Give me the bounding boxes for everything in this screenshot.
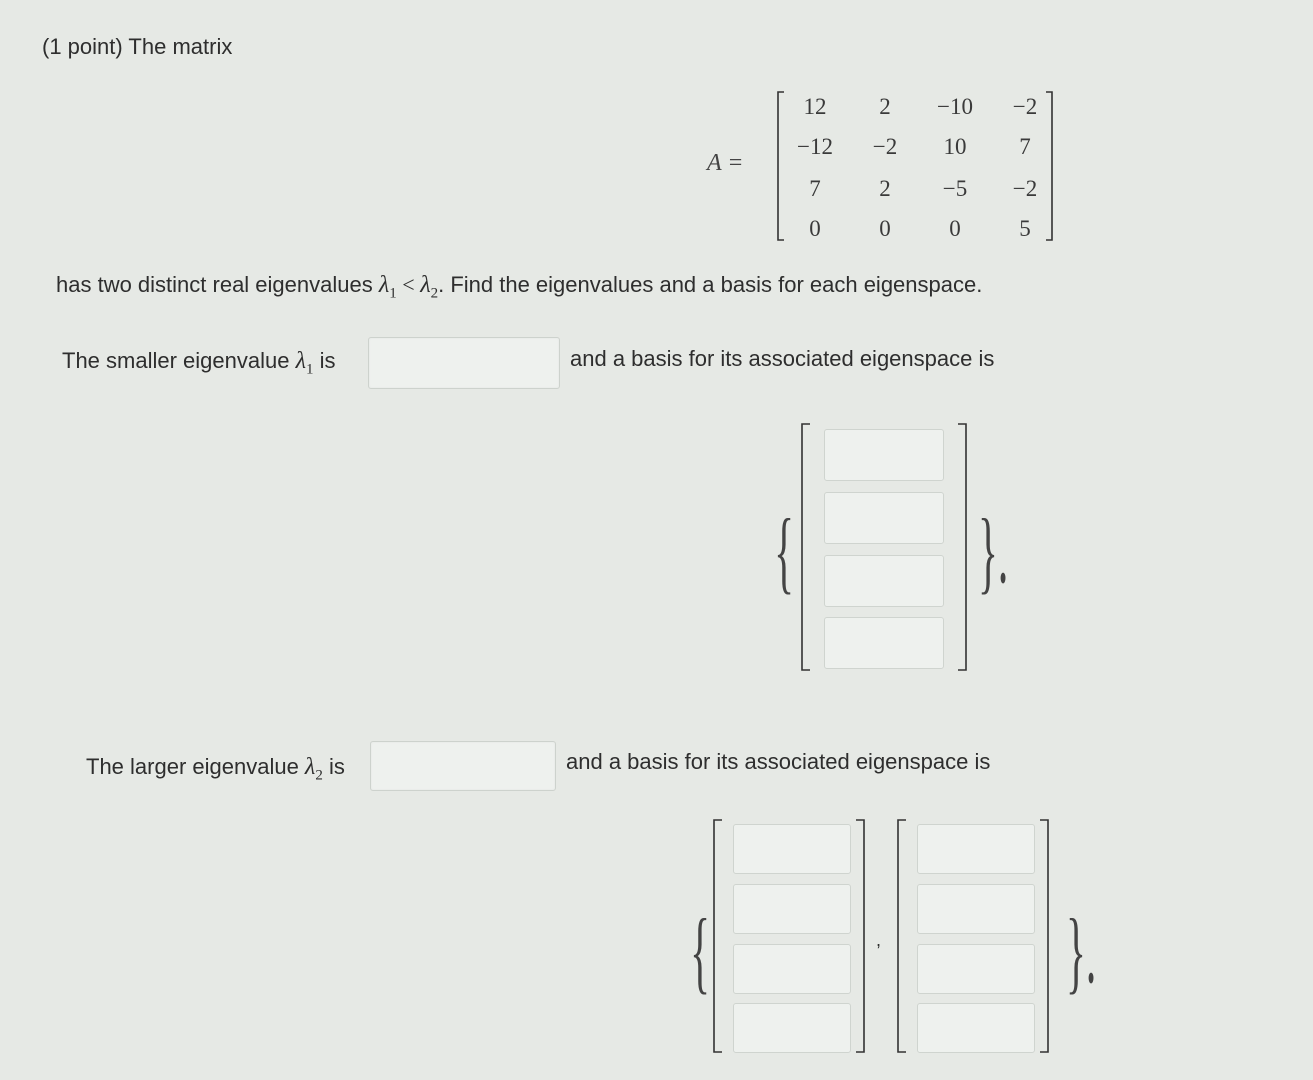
left-brace-2: {	[690, 900, 711, 1002]
matrix-label: A =	[707, 150, 744, 176]
matrix-cell: −5	[942, 176, 968, 201]
matrix-a	[770, 90, 1060, 242]
basis2b-component-3[interactable]	[917, 944, 1035, 994]
basis1-component-4[interactable]	[824, 617, 944, 669]
matrix-cell: −12	[797, 134, 833, 159]
basis1-component-1[interactable]	[824, 429, 944, 481]
label-suffix: is	[313, 348, 336, 373]
statement-part1: has two distinct real eigenvalues	[56, 272, 379, 297]
right-brace-2: }.	[1066, 900, 1097, 1002]
basis2a-component-3[interactable]	[733, 944, 851, 994]
matrix-cell: 5	[1019, 216, 1031, 241]
matrix-cell: 12	[803, 94, 827, 119]
matrix-cell: 0	[949, 216, 961, 241]
matrix-cell: 0	[879, 216, 891, 241]
lambda2-subscript: 2	[430, 285, 439, 302]
label-prefix: The larger eigenvalue	[86, 754, 305, 779]
basis2b-component-2[interactable]	[917, 884, 1035, 934]
basis2b-component-1[interactable]	[917, 824, 1035, 874]
smaller-eigenvalue-input[interactable]	[368, 337, 560, 389]
basis1-component-3[interactable]	[824, 555, 944, 607]
lambda1-symbol: λ	[295, 348, 306, 374]
lambda2-symbol: λ	[304, 754, 316, 780]
label-prefix: The smaller eigenvalue	[62, 348, 296, 373]
matrix-cell: 2	[879, 94, 891, 119]
lambda2-subscript: 2	[315, 767, 323, 784]
lambda2-symbol: λ	[420, 272, 431, 298]
label-suffix: is	[322, 754, 345, 779]
matrix-cell: 7	[1019, 134, 1031, 159]
basis2b-component-4[interactable]	[917, 1003, 1035, 1053]
problem-statement	[56, 272, 982, 302]
matrix-cell: −2	[1012, 176, 1038, 201]
lambda1-subscript: 1	[389, 285, 397, 302]
basis-text-1: and a basis for its associated eigenspace is	[570, 346, 995, 371]
matrix-cell: 0	[809, 216, 821, 241]
matrix-cell: −2	[1012, 94, 1038, 119]
matrix-cell: 2	[879, 176, 891, 201]
basis2a-component-4[interactable]	[733, 1003, 851, 1053]
larger-eigenvalue-input[interactable]	[370, 741, 556, 791]
lambda1-subscript: 1	[305, 361, 314, 378]
larger-eigenvalue-label	[86, 754, 345, 784]
basis2a-component-2[interactable]	[733, 884, 851, 934]
matrix-cell: 7	[809, 176, 821, 201]
problem-heading: (1 point) The matrix	[42, 34, 233, 59]
matrix-cell: −2	[872, 134, 898, 159]
less-than-sign: <	[396, 272, 421, 297]
basis-text-2: and a basis for its associated eigenspace is	[566, 749, 991, 774]
left-brace-1: {	[774, 500, 795, 602]
basis1-component-2[interactable]	[824, 492, 944, 544]
smaller-eigenvalue-label	[62, 348, 335, 378]
statement-part2: . Find the eigenvalues and a basis for each eigenspace.	[438, 272, 983, 297]
right-brace-1: }.	[978, 500, 1009, 602]
vector-separator: ,	[876, 930, 882, 950]
matrix-cell: 10	[943, 134, 967, 159]
matrix-cell: −10	[937, 94, 973, 119]
basis2a-component-1[interactable]	[733, 824, 851, 874]
lambda1-symbol: λ	[378, 272, 390, 298]
